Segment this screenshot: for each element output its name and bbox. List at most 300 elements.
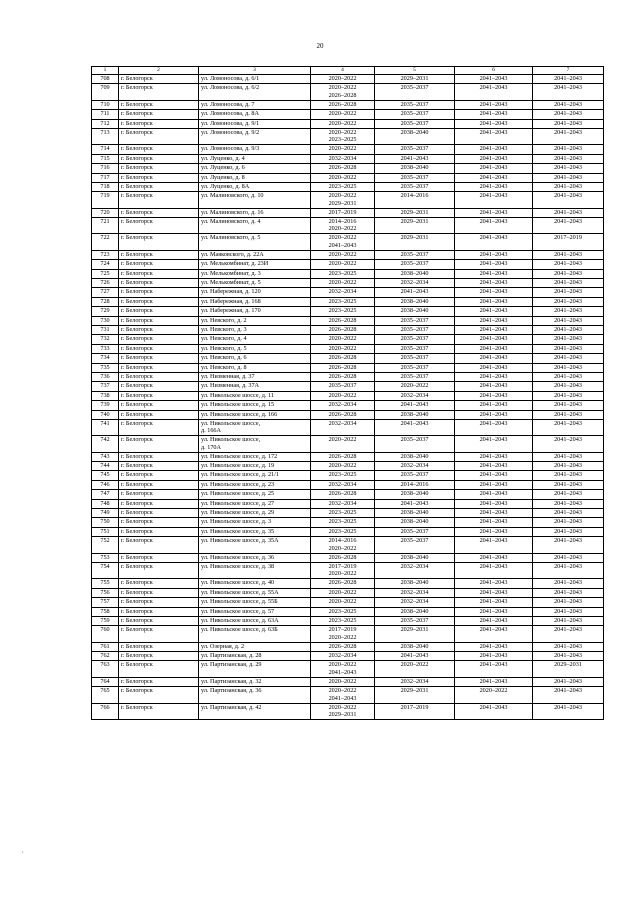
- row-number-cell: 738: [92, 391, 119, 400]
- period-col6-line: 2041–2043: [479, 100, 508, 108]
- address-line: ул. Малиновского, д. 4: [201, 218, 261, 226]
- address-cell: [199, 145, 311, 154]
- period-col4-cell: [311, 703, 375, 719]
- period-col7-cell: [533, 462, 604, 471]
- city-cell: г. Белогорск: [119, 452, 199, 461]
- address-line: ул. Ломоносова, д. 7: [201, 100, 255, 108]
- period-col7-line: 2041–2043: [554, 164, 582, 172]
- period-col5-cell: [375, 208, 455, 217]
- row-number-cell: 744: [92, 462, 119, 471]
- period-col5-cell: [375, 164, 455, 173]
- city-cell: г. Белогорск: [119, 687, 199, 703]
- address-line: ул. Никольское шоссе, д. 55Б: [201, 598, 278, 606]
- period-col5-line: 2035–2037: [400, 354, 429, 362]
- row-number-cell: 714: [92, 145, 119, 154]
- period-col7-line: 2041–2043: [554, 537, 582, 545]
- period-col6-cell: [455, 164, 533, 173]
- period-col4-cell: [311, 154, 375, 163]
- period-col4-line: 2020–2022: [328, 75, 357, 82]
- row-number-cell: 741: [92, 419, 119, 435]
- table-row: [92, 562, 604, 578]
- period-col7-cell: [533, 687, 604, 703]
- period-col4-cell: [311, 642, 375, 651]
- period-col6-line: 2041–2043: [479, 316, 508, 324]
- period-col6-cell: [455, 250, 533, 259]
- city-cell: г. Белогорск: [119, 335, 199, 344]
- address-cell: [199, 661, 311, 677]
- period-col6-line: 2041–2043: [479, 75, 508, 82]
- address-cell: [199, 391, 311, 400]
- schedule-table: [91, 66, 604, 720]
- table-row: [92, 626, 604, 642]
- period-col4-line: 2020–2022: [328, 436, 357, 444]
- row-number-cell: 735: [92, 363, 119, 372]
- period-col4-line: 2020–2022: [328, 598, 357, 606]
- address-cell: [199, 626, 311, 642]
- row-number-cell: 765: [92, 687, 119, 703]
- period-col7-cell: [533, 354, 604, 363]
- address-cell: [199, 279, 311, 288]
- period-col7-line: 2041–2043: [554, 652, 582, 660]
- period-col7-cell: [533, 173, 604, 182]
- address-cell: [199, 128, 311, 144]
- address-cell: [199, 642, 311, 651]
- period-col6-line: 2041–2043: [479, 562, 508, 570]
- period-col6-cell: [455, 154, 533, 163]
- period-col4-line: 2020–2022: [328, 234, 357, 242]
- period-col4-line: 2020–2022: [328, 119, 357, 127]
- period-col6-line: 2041–2043: [479, 325, 508, 333]
- period-col7-line: 2041–2043: [554, 325, 582, 333]
- table-row: [92, 436, 604, 452]
- period-col5-cell: [375, 354, 455, 363]
- period-col4-cell: [311, 652, 375, 661]
- period-col4-cell: [311, 661, 375, 677]
- city-cell: г. Белогорск: [119, 579, 199, 588]
- period-col5-line: 2029–2031: [400, 626, 429, 634]
- period-col5-cell: [375, 687, 455, 703]
- row-number-cell: 731: [92, 325, 119, 334]
- period-col5-cell: [375, 363, 455, 372]
- period-col4-cell: [311, 335, 375, 344]
- period-col6-line: 2041–2043: [479, 462, 508, 470]
- period-col6-line: 2041–2043: [479, 279, 508, 287]
- address-cell: [199, 382, 311, 391]
- period-col4-cell: [311, 354, 375, 363]
- period-col4-line: 2023–2025: [328, 518, 357, 526]
- period-col6-line: 2041–2043: [479, 677, 508, 685]
- column-number-row: [92, 67, 604, 75]
- city-cell: г. Белогорск: [119, 436, 199, 452]
- period-col4-line: 2026–2028: [328, 316, 357, 324]
- period-col5-line: 2014–2016: [400, 192, 429, 200]
- address-line: ул. Озерная, д. 2: [201, 642, 245, 650]
- period-col6-cell: [455, 307, 533, 316]
- city-cell: г. Белогорск: [119, 288, 199, 297]
- period-col5-line: 2038–2040: [400, 410, 429, 418]
- period-col6-line: 2041–2043: [479, 661, 508, 669]
- address-cell: [199, 401, 311, 410]
- period-col4-line: 2026–2028: [328, 452, 357, 460]
- period-col4-line: 2026–2028: [328, 91, 357, 99]
- period-col5-cell: [375, 661, 455, 677]
- period-col4-cell: [311, 173, 375, 182]
- period-col4-line: 2032–2034: [328, 499, 357, 507]
- period-col4-line: 2020–2022: [328, 588, 357, 596]
- row-number-cell: 752: [92, 537, 119, 553]
- period-col7-cell: [533, 537, 604, 553]
- city-cell: г. Белогорск: [119, 391, 199, 400]
- period-col4-cell: [311, 164, 375, 173]
- period-col4-cell: [311, 218, 375, 234]
- address-line: ул. Набережная, д. 120: [201, 288, 261, 296]
- period-col4-line: 2026–2028: [328, 372, 357, 380]
- period-col6-line: 2041–2043: [479, 382, 508, 390]
- period-col5-line: 2038–2040: [400, 452, 429, 460]
- period-col4-cell: [311, 297, 375, 306]
- city-cell: г. Белогорск: [119, 269, 199, 278]
- period-col6-cell: [455, 363, 533, 372]
- period-col4-cell: [311, 471, 375, 480]
- period-col7-cell: [533, 307, 604, 316]
- period-col5-line: 2035–2037: [400, 471, 429, 479]
- period-col7-cell: [533, 598, 604, 607]
- city-cell: г. Белогорск: [119, 372, 199, 381]
- period-col4-line: 2020–2022: [328, 687, 357, 695]
- period-col7-cell: [533, 562, 604, 578]
- row-number-cell: 715: [92, 154, 119, 163]
- address-cell: [199, 419, 311, 435]
- period-col4-line: 2020–2022: [328, 110, 357, 118]
- address-line: ул. Мелькомбинат, д. 23И: [201, 260, 269, 268]
- period-col6-cell: [455, 128, 533, 144]
- period-col6-line: 2041–2043: [479, 288, 508, 296]
- period-col4-line: 2023–2025: [328, 509, 357, 517]
- period-col5-line: 2035–2037: [400, 250, 429, 258]
- period-col4-line: 2032–2034: [328, 480, 357, 488]
- row-number-cell: 754: [92, 562, 119, 578]
- period-col7-cell: [533, 128, 604, 144]
- period-col5-cell: [375, 100, 455, 109]
- period-col7-cell: [533, 279, 604, 288]
- table-row: [92, 182, 604, 191]
- period-col5-line: 2041–2043: [400, 652, 429, 660]
- period-col7-cell: [533, 234, 604, 250]
- period-col7-cell: [533, 642, 604, 651]
- row-number-cell: 760: [92, 626, 119, 642]
- period-col7-cell: [533, 588, 604, 597]
- period-col7-cell: [533, 518, 604, 527]
- period-col4-cell: [311, 192, 375, 208]
- period-col6-line: 2041–2043: [479, 335, 508, 343]
- period-col7-line: 2041–2043: [554, 297, 582, 305]
- period-col6-cell: [455, 335, 533, 344]
- period-col5-line: 2041–2043: [400, 419, 429, 427]
- address-cell: [199, 173, 311, 182]
- address-cell: [199, 490, 311, 499]
- table-row: [92, 391, 604, 400]
- address-line: ул. Никольское шоссе, д. 57: [201, 607, 275, 615]
- period-col5-cell: [375, 607, 455, 616]
- row-number-cell: 746: [92, 480, 119, 489]
- address-cell: [199, 100, 311, 109]
- period-col4-cell: [311, 401, 375, 410]
- period-col7-cell: [533, 471, 604, 480]
- period-col6-cell: [455, 279, 533, 288]
- period-col4-cell: [311, 480, 375, 489]
- period-col6-line: 2041–2043: [479, 128, 508, 136]
- period-col6-line: 2041–2043: [479, 490, 508, 498]
- period-col4-cell: [311, 84, 375, 100]
- city-cell: г. Белогорск: [119, 100, 199, 109]
- table-row: [92, 616, 604, 625]
- period-col4-cell: [311, 677, 375, 686]
- address-line: д. 170А: [201, 443, 221, 451]
- address-line: ул. Никольское шоссе, д. 19: [201, 462, 275, 470]
- period-col7-line: 2041–2043: [554, 607, 582, 615]
- city-cell: г. Белогорск: [119, 182, 199, 191]
- period-col6-cell: [455, 192, 533, 208]
- address-cell: [199, 499, 311, 508]
- period-col7-line: 2041–2043: [554, 128, 582, 136]
- address-cell: [199, 607, 311, 616]
- period-col4-cell: [311, 250, 375, 259]
- period-col6-line: 2041–2043: [479, 401, 508, 409]
- period-col4-line: 2041–2043: [328, 668, 357, 676]
- period-col5-line: 2032–2034: [400, 598, 429, 606]
- column-number: 2: [119, 67, 199, 75]
- period-col7-line: 2041–2043: [554, 84, 582, 92]
- address-line: ул. Никольское шоссе, д. 166: [201, 410, 278, 418]
- period-col7-cell: [533, 325, 604, 334]
- period-col7-cell: [533, 335, 604, 344]
- period-col7-line: 2041–2043: [554, 562, 582, 570]
- row-number-cell: 734: [92, 354, 119, 363]
- period-col4-line: 2020–2022: [328, 260, 357, 268]
- address-line: ул. Партизанская, д. 32: [201, 677, 262, 685]
- period-col7-line: 2041–2043: [554, 316, 582, 324]
- address-cell: [199, 598, 311, 607]
- period-col4-cell: [311, 372, 375, 381]
- table-row: [92, 382, 604, 391]
- period-col5-cell: [375, 344, 455, 353]
- period-col5-cell: [375, 626, 455, 642]
- table-row: [92, 335, 604, 344]
- period-col4-cell: [311, 588, 375, 597]
- column-number: 4: [311, 67, 375, 75]
- period-col4-line: 2020–2022: [328, 633, 357, 641]
- city-cell: г. Белогорск: [119, 307, 199, 316]
- period-col4-cell: [311, 363, 375, 372]
- row-number-cell: 724: [92, 260, 119, 269]
- address-line: ул. Малиновского, д. 10: [201, 192, 264, 200]
- period-col6-line: 2041–2043: [479, 410, 508, 418]
- address-cell: [199, 335, 311, 344]
- period-col5-line: 2029–2031: [400, 218, 429, 226]
- period-col6-line: 2041–2043: [479, 182, 508, 190]
- table-row: [92, 480, 604, 489]
- period-col7-line: 2041–2043: [554, 145, 582, 153]
- period-col6-line: 2041–2043: [479, 84, 508, 92]
- period-col7-line: 2041–2043: [554, 335, 582, 343]
- period-col4-line: 2032–2034: [328, 652, 357, 660]
- city-cell: г. Белогорск: [119, 250, 199, 259]
- period-col7-cell: [533, 480, 604, 489]
- period-col7-line: 2041–2043: [554, 626, 582, 634]
- period-col6-cell: [455, 642, 533, 651]
- address-cell: [199, 363, 311, 372]
- period-col5-cell: [375, 382, 455, 391]
- period-col5-line: 2035–2037: [400, 344, 429, 352]
- period-col5-cell: [375, 562, 455, 578]
- period-col5-cell: [375, 553, 455, 562]
- period-col7-line: 2041–2043: [554, 382, 582, 390]
- row-number-cell: 763: [92, 661, 119, 677]
- period-col5-line: 2038–2040: [400, 297, 429, 305]
- period-col7-cell: [533, 401, 604, 410]
- period-col6-line: 2041–2043: [479, 452, 508, 460]
- row-number-cell: 717: [92, 173, 119, 182]
- period-col4-line: 2017–2019: [328, 208, 357, 216]
- period-col4-cell: [311, 260, 375, 269]
- address-line: ул. Никольское шоссе, д. 35А: [201, 537, 279, 545]
- period-col4-line: 2020–2022: [328, 173, 357, 181]
- period-col7-line: 2041–2043: [554, 452, 582, 460]
- period-col7-cell: [533, 316, 604, 325]
- period-col7-cell: [533, 218, 604, 234]
- table-row: [92, 527, 604, 536]
- period-col6-line: 2041–2043: [479, 250, 508, 258]
- period-col4-cell: [311, 145, 375, 154]
- period-col7-cell: [533, 553, 604, 562]
- city-cell: г. Белогорск: [119, 588, 199, 597]
- period-col7-line: 2041–2043: [554, 192, 582, 200]
- table-row: [92, 316, 604, 325]
- city-cell: г. Белогорск: [119, 598, 199, 607]
- period-col5-cell: [375, 192, 455, 208]
- period-col7-line: 2041–2043: [554, 75, 582, 82]
- table-row: [92, 372, 604, 381]
- period-col5-cell: [375, 537, 455, 553]
- period-col4-cell: [311, 325, 375, 334]
- period-col7-line: 2041–2043: [554, 687, 582, 695]
- address-line: ул. Никольское шоссе, д. 38: [201, 562, 275, 570]
- address-line: ул. Невского, д. 4: [201, 335, 247, 343]
- row-number-cell: 736: [92, 372, 119, 381]
- period-col6-line: 2041–2043: [479, 598, 508, 606]
- period-col5-line: 2032–2034: [400, 588, 429, 596]
- period-col4-cell: [311, 316, 375, 325]
- period-col5-cell: [375, 499, 455, 508]
- city-cell: г. Белогорск: [119, 316, 199, 325]
- period-col4-line: 2032–2034: [328, 154, 357, 162]
- address-cell: [199, 297, 311, 306]
- period-col7-line: 2041–2043: [554, 490, 582, 498]
- period-col4-line: 2020–2022: [328, 84, 357, 92]
- period-col6-line: 2041–2043: [479, 173, 508, 181]
- period-col7-cell: [533, 100, 604, 109]
- period-col5-line: 2038–2040: [400, 553, 429, 561]
- period-col7-line: 2041–2043: [554, 372, 582, 380]
- city-cell: г. Белогорск: [119, 145, 199, 154]
- period-col5-cell: [375, 218, 455, 234]
- period-col5-cell: [375, 579, 455, 588]
- city-cell: г. Белогорск: [119, 419, 199, 435]
- period-col4-line: 2020–2022: [328, 335, 357, 343]
- period-col7-line: 2041–2043: [554, 598, 582, 606]
- period-col4-line: 2026–2028: [328, 100, 357, 108]
- address-line: ул. Никольское шоссе, д. 40: [201, 579, 275, 587]
- period-col7-line: 2041–2043: [554, 363, 582, 371]
- city-cell: г. Белогорск: [119, 279, 199, 288]
- period-col6-line: 2041–2043: [479, 154, 508, 162]
- column-number: 1: [92, 67, 119, 75]
- period-col7-cell: [533, 208, 604, 217]
- row-number-cell: 721: [92, 218, 119, 234]
- period-col5-line: 2041–2043: [400, 499, 429, 507]
- period-col5-line: 2038–2040: [400, 164, 429, 172]
- period-col6-line: 2041–2043: [479, 579, 508, 587]
- address-line: ул. Невского, д. 8: [201, 363, 247, 371]
- row-number-cell: 750: [92, 518, 119, 527]
- period-col6-line: 2041–2043: [479, 518, 508, 526]
- period-col5-line: 2035–2037: [400, 119, 429, 127]
- period-col5-cell: [375, 234, 455, 250]
- city-cell: г. Белогорск: [119, 607, 199, 616]
- address-cell: [199, 75, 311, 84]
- period-col7-line: 2041–2043: [554, 100, 582, 108]
- period-col6-cell: [455, 372, 533, 381]
- period-col5-cell: [375, 260, 455, 269]
- period-col7-line: 2041–2043: [554, 499, 582, 507]
- address-line: ул. Никольское шоссе, д. 11: [201, 391, 274, 399]
- city-cell: г. Белогорск: [119, 84, 199, 100]
- period-col7-line: 2029–2031: [554, 661, 582, 669]
- period-col6-line: 2041–2043: [479, 260, 508, 268]
- address-line: ул. Мелькомбинат, д. 5: [201, 279, 261, 287]
- city-cell: г. Белогорск: [119, 462, 199, 471]
- city-cell: г. Белогорск: [119, 325, 199, 334]
- period-col4-line: 2041–2043: [328, 241, 357, 249]
- row-number-cell: 730: [92, 316, 119, 325]
- period-col4-line: 2023–2025: [328, 182, 357, 190]
- column-number: 6: [455, 67, 533, 75]
- period-col5-line: 2029–2031: [400, 687, 429, 695]
- period-col5-line: 2038–2040: [400, 269, 429, 277]
- period-col4-cell: [311, 562, 375, 578]
- period-col6-line: 2041–2043: [479, 391, 508, 399]
- period-col5-line: 2032–2034: [400, 677, 429, 685]
- period-col7-line: 2041–2043: [554, 307, 582, 315]
- row-number-cell: 748: [92, 499, 119, 508]
- period-col4-cell: [311, 208, 375, 217]
- period-col7-cell: [533, 182, 604, 191]
- period-col5-line: 2041–2043: [400, 288, 429, 296]
- period-col6-cell: [455, 687, 533, 703]
- period-col7-line: 2041–2043: [554, 218, 582, 226]
- row-number-cell: 753: [92, 553, 119, 562]
- period-col7-cell: [533, 616, 604, 625]
- period-col4-line: 2023–2025: [328, 136, 357, 144]
- period-col5-cell: [375, 297, 455, 306]
- period-col4-line: 2020–2022: [328, 344, 357, 352]
- city-cell: г. Белогорск: [119, 553, 199, 562]
- table-row: [92, 110, 604, 119]
- period-col6-line: 2041–2043: [479, 192, 508, 200]
- table-row: [92, 173, 604, 182]
- period-col4-line: 2041–2043: [328, 694, 357, 702]
- period-col6-line: 2041–2043: [479, 145, 508, 153]
